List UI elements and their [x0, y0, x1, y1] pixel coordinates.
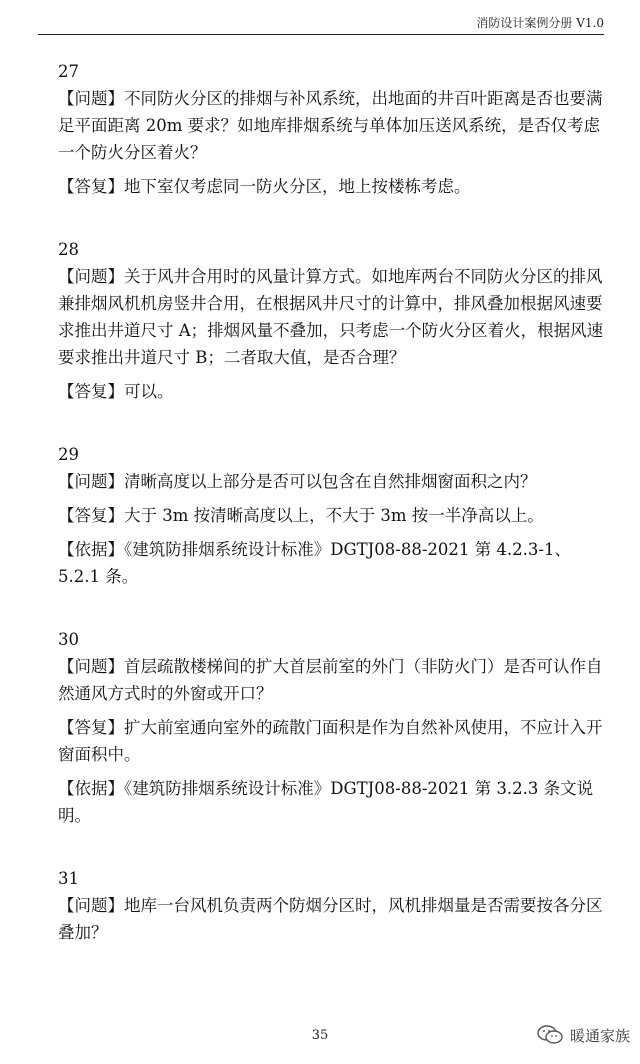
paragraph-text: 可以。	[124, 382, 174, 401]
paragraph-label: 【答复】	[58, 382, 124, 401]
qa-item	[58, 236, 610, 405]
qa-paragraph	[58, 775, 610, 829]
paragraph-label: 【答复】	[58, 506, 124, 525]
paragraph-text: 《建筑防排烟系统设计标准》DGTJ08-88-2021 第 3.2.3 条文说明。	[58, 779, 594, 825]
qa-paragraph	[58, 468, 610, 495]
qa-paragraph	[58, 502, 610, 529]
paragraph-text: 关于风井合用时的风量计算方式。如地库两台不同防火分区的排风兼排烟风机机房竖井合用，在根据风井尺寸的计算中，排风叠加根据风速要求推出井道尺寸 A；排烟风量不叠加，只考虑一个防火分区着火，根据风速要求推出井道尺寸 B；二者取大值，是否合理？	[58, 267, 604, 367]
qa-item	[58, 441, 610, 590]
qa-paragraph	[58, 714, 610, 768]
item-number: 31	[58, 869, 79, 888]
watermark-text: 暖通家族	[569, 1026, 630, 1045]
paragraph-text: 扩大前室通向室外的疏散门面积是作为自然补风使用，不应计入开窗面积中。	[58, 718, 603, 764]
paragraph-text: 清晰高度以上部分是否可以包含在自然排烟窗面积之内？	[124, 472, 537, 491]
watermark	[536, 1023, 630, 1047]
paragraph-text: 大于 3m 按清晰高度以上，不大于 3m 按一半净高以上。	[124, 506, 544, 525]
page-header	[38, 8, 604, 35]
document-title: 消防设计案例分册 V1.0	[476, 16, 604, 30]
qa-paragraph	[58, 85, 610, 166]
paragraph-label: 【问题】	[58, 89, 124, 108]
qa-item	[58, 865, 610, 946]
paragraph-text: 《建筑防排烟系统设计标准》DGTJ08-88-2021 第 4.2.3-1、5.2.1 条。	[58, 540, 571, 586]
qa-paragraph	[58, 263, 610, 371]
document-body	[58, 58, 610, 982]
paragraph-text: 地库一台风机负责两个防烟分区时，风机排烟量是否需要按各分区叠加？	[58, 896, 603, 942]
qa-paragraph	[58, 892, 610, 946]
item-number: 30	[58, 630, 79, 649]
paragraph-label: 【问题】	[58, 472, 124, 491]
paragraph-label: 【答复】	[58, 718, 124, 737]
item-number: 27	[58, 62, 79, 81]
paragraph-label: 【依据】	[58, 779, 124, 798]
wechat-icon	[536, 1024, 564, 1046]
qa-paragraph	[58, 536, 610, 590]
paragraph-label: 【问题】	[58, 657, 124, 676]
item-number: 28	[58, 240, 79, 259]
qa-paragraph	[58, 173, 610, 200]
paragraph-text: 不同防火分区的排烟与补风系统，出地面的井百叶距离是否也要满足平面距离 20m 要求？如地库排烟系统与单体加压送风系统，是否仅考虑一个防火分区着火？	[58, 89, 603, 162]
paragraph-label: 【依据】	[58, 540, 124, 559]
paragraph-label: 【问题】	[58, 267, 124, 286]
paragraph-label: 【问题】	[58, 896, 124, 915]
qa-item	[58, 626, 610, 829]
qa-paragraph	[58, 653, 610, 707]
page-number: 35	[311, 1028, 329, 1043]
qa-paragraph	[58, 378, 610, 405]
paragraph-text: 地下室仅考虑同一防火分区，地上按楼栋考虑。	[124, 177, 471, 196]
paragraph-text: 首层疏散楼梯间的扩大首层前室的外门（非防火门）是否可认作自然通风方式时的外窗或开口？	[58, 657, 603, 703]
qa-item	[58, 58, 610, 200]
paragraph-label: 【答复】	[58, 177, 124, 196]
item-number: 29	[58, 445, 79, 464]
